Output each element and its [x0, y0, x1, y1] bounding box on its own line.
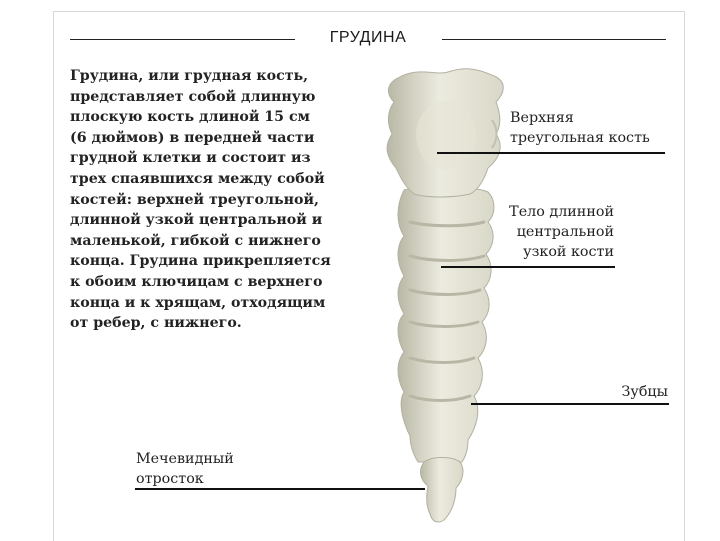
label-body-line-1: Тело длинной: [509, 204, 614, 220]
label-xiphoid-line-2: отросток: [136, 471, 204, 487]
description-line: конца. Грудина прикрепляется: [70, 253, 331, 270]
description-line: конца и к хрящам, отходящим: [70, 294, 326, 311]
label-xiphoid: [136, 449, 234, 489]
manubrium: [387, 69, 503, 197]
description-line: (6 дюймов) в передней части: [70, 129, 315, 146]
label-body: [509, 202, 614, 262]
leader-teeth: [471, 403, 669, 405]
label-teeth: [622, 382, 669, 402]
description-line: длинной узкой центральной и: [70, 212, 323, 229]
description-line: трех спаявшихся между собой: [70, 170, 325, 187]
page-title: ГРУДИНА: [329, 29, 407, 46]
description-line: от ребер, с нижнего.: [70, 315, 242, 332]
description-line: маленькой, гибкой с нижнего: [70, 232, 321, 249]
label-upper-line-1: Верхняя: [510, 110, 574, 126]
label-body-line-3: узкой кости: [523, 244, 614, 260]
description-line: представляет собой длинную: [70, 88, 316, 105]
description-line: грудной клетки и состоит из: [70, 150, 311, 167]
description-line: Грудина, или грудная кость,: [70, 68, 309, 84]
label-body-line-2: центральной: [516, 224, 614, 240]
label-upper-bone: [510, 108, 650, 148]
label-upper-line-2: треугольная кость: [510, 130, 650, 146]
xiphoid-process: [421, 458, 463, 523]
sternum-body: [398, 187, 494, 462]
leader-body: [441, 266, 615, 268]
description-line: к обоим ключицам с верхнего: [70, 273, 323, 290]
leader-upper-bone: [437, 152, 665, 154]
description-line: костей: верхней треугольной,: [70, 191, 319, 208]
description-line: плоскую кость длиной 15 см: [70, 109, 310, 126]
label-teeth-line-1: Зубцы: [621, 384, 668, 400]
label-xiphoid-line-1: Мечевидный: [136, 451, 234, 467]
